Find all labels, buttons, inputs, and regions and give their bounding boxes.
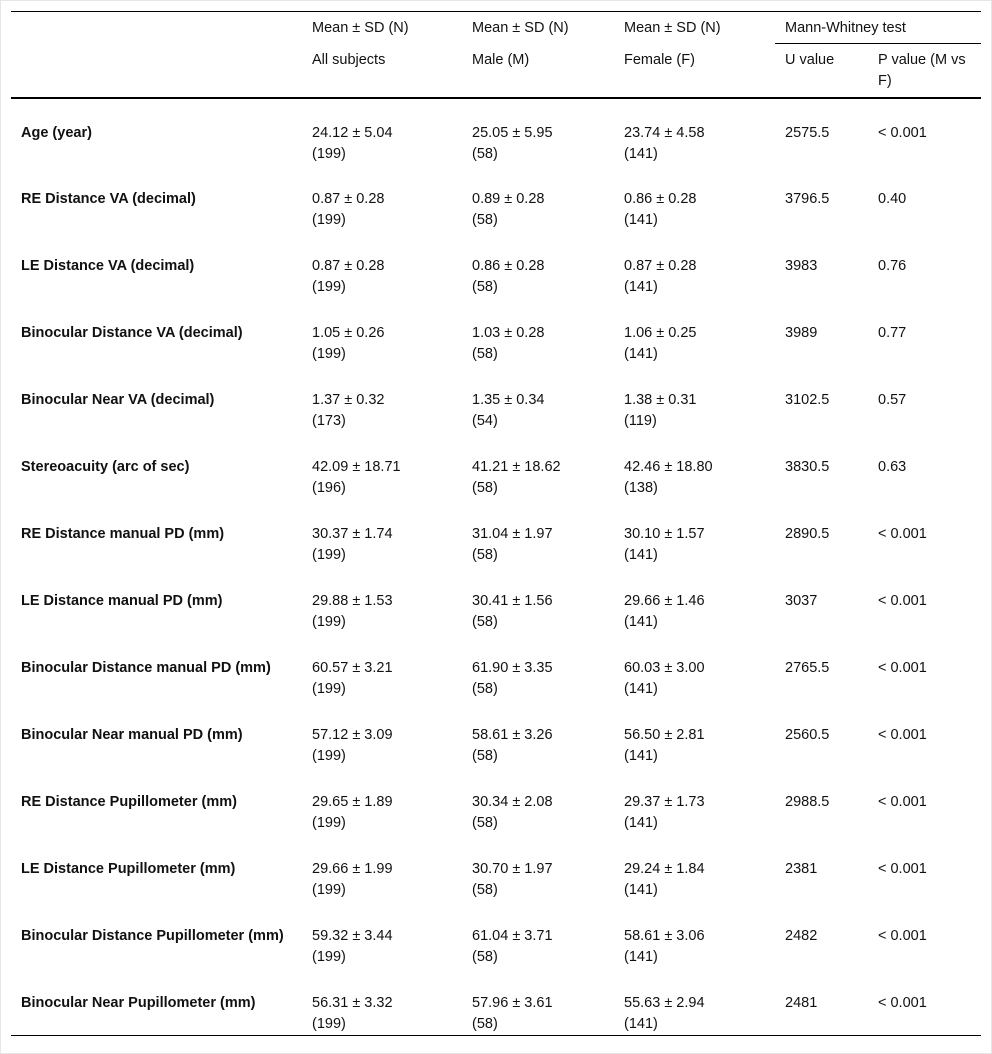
cell-all-subjects-mean-sd: 60.57 ± 3.21: [312, 659, 393, 676]
table-row: [11, 567, 981, 634]
cell-all-subjects: [302, 969, 462, 1036]
cell-female-count: (141): [624, 814, 658, 831]
header-blank-2: [11, 44, 302, 98]
cell-u-value: 3989: [785, 324, 818, 341]
header-u-value: U value: [775, 44, 868, 98]
table-row: [11, 969, 981, 1036]
cell-female-mean-sd: 29.37 ± 1.73: [624, 793, 705, 810]
cell-female: [614, 701, 775, 768]
cell-p-value: 0.40: [878, 190, 907, 207]
row-label: RE Distance manual PD (mm): [21, 525, 225, 542]
cell-female: [614, 232, 775, 299]
cell-all-subjects-mean-sd: 30.37 ± 1.74: [312, 525, 393, 542]
cell-male-mean-sd: 61.04 ± 3.71: [472, 927, 553, 944]
cell-all-subjects: [302, 165, 462, 232]
cell-p-value: < 0.001: [878, 793, 927, 810]
cell-male-count: (58): [472, 680, 498, 697]
cell-all-subjects: [302, 433, 462, 500]
cell-male-mean-sd: 25.05 ± 5.95: [472, 124, 553, 141]
row-label: LE Distance Pupillometer (mm): [21, 860, 236, 877]
cell-all-subjects: [302, 299, 462, 366]
cell-all-subjects-count: (199): [312, 881, 346, 898]
header-row-1: [11, 12, 981, 44]
cell-female: [614, 902, 775, 969]
cell-female-mean-sd: 0.87 ± 0.28: [624, 257, 697, 274]
cell-female: [614, 165, 775, 232]
table-row: [11, 165, 981, 232]
cell-female-count: (141): [624, 747, 658, 764]
cell-all-subjects-count: (196): [312, 479, 346, 496]
cell-all-subjects-count: (173): [312, 412, 346, 429]
cell-u-value: 2890.5: [785, 525, 830, 542]
cell-p-value: < 0.001: [878, 659, 927, 676]
table-row: [11, 98, 981, 165]
table-row: [11, 299, 981, 366]
cell-p-value: 0.57: [878, 391, 907, 408]
cell-male: [462, 98, 614, 165]
row-label: Binocular Distance VA (decimal): [21, 324, 243, 341]
cell-female-count: (141): [624, 881, 658, 898]
cell-male: [462, 165, 614, 232]
cell-female-count: (141): [624, 278, 658, 295]
cell-male-count: (58): [472, 948, 498, 965]
cell-female-mean-sd: 30.10 ± 1.57: [624, 525, 705, 542]
cell-male-count: (58): [472, 278, 498, 295]
cell-female-mean-sd: 56.50 ± 2.81: [624, 726, 705, 743]
cell-male-mean-sd: 41.21 ± 18.62: [472, 458, 561, 475]
cell-all-subjects-mean-sd: 0.87 ± 0.28: [312, 257, 385, 274]
cell-p-value: 0.63: [878, 458, 907, 475]
cell-all-subjects-mean-sd: 0.87 ± 0.28: [312, 190, 385, 207]
cell-female-count: (141): [624, 680, 658, 697]
cell-male: [462, 299, 614, 366]
cell-p-value: < 0.001: [878, 726, 927, 743]
cell-all-subjects-count: (199): [312, 278, 346, 295]
cell-all-subjects-count: (199): [312, 948, 346, 965]
cell-male: [462, 701, 614, 768]
cell-male-count: (58): [472, 546, 498, 563]
cell-male-mean-sd: 1.35 ± 0.34: [472, 391, 545, 408]
row-label: LE Distance manual PD (mm): [21, 592, 223, 609]
cell-male-count: (58): [472, 1015, 498, 1032]
cell-all-subjects-mean-sd: 56.31 ± 3.32: [312, 994, 393, 1011]
cell-male: [462, 232, 614, 299]
cell-all-subjects-mean-sd: 59.32 ± 3.44: [312, 927, 393, 944]
header-blank: [11, 12, 302, 44]
cell-male-mean-sd: 31.04 ± 1.97: [472, 525, 553, 542]
cell-female-mean-sd: 23.74 ± 4.58: [624, 124, 705, 141]
cell-u-value: 2482: [785, 927, 818, 944]
table-row: [11, 366, 981, 433]
cell-u-value: 3830.5: [785, 458, 830, 475]
header-p-value: P value (M vs F): [868, 44, 981, 98]
cell-male-mean-sd: 30.70 ± 1.97: [472, 860, 553, 877]
cell-male-mean-sd: 0.86 ± 0.28: [472, 257, 545, 274]
table-row: [11, 768, 981, 835]
row-label: RE Distance Pupillometer (mm): [21, 793, 237, 810]
row-label: Age (year): [21, 124, 92, 141]
header-all-subjects: All subjects: [302, 44, 462, 98]
cell-female-count: (141): [624, 145, 658, 162]
cell-female: [614, 768, 775, 835]
cell-u-value: 2560.5: [785, 726, 830, 743]
cell-female: [614, 98, 775, 165]
header-mann-whitney: Mann-Whitney test: [775, 12, 981, 44]
cell-all-subjects-mean-sd: 42.09 ± 18.71: [312, 458, 401, 475]
cell-all-subjects-mean-sd: 1.05 ± 0.26: [312, 324, 385, 341]
cell-all-subjects-count: (199): [312, 680, 346, 697]
cell-u-value: 3102.5: [785, 391, 830, 408]
cell-all-subjects: [302, 902, 462, 969]
cell-female-count: (141): [624, 613, 658, 630]
cell-male: [462, 500, 614, 567]
cell-p-value: < 0.001: [868, 969, 981, 1036]
cell-female-count: (141): [624, 1015, 658, 1032]
cell-p-value: < 0.001: [878, 592, 927, 609]
cell-male-mean-sd: 1.03 ± 0.28: [472, 324, 545, 341]
cell-male-count: (58): [472, 479, 498, 496]
cell-p-value: < 0.001: [878, 124, 927, 141]
cell-all-subjects-mean-sd: 24.12 ± 5.04: [312, 124, 393, 141]
cell-p-value: < 0.001: [878, 525, 927, 542]
cell-p-value: 0.76: [878, 257, 907, 274]
row-label: Binocular Near manual PD (mm): [21, 726, 243, 743]
cell-female-count: (119): [624, 412, 657, 429]
cell-u-value: 3037: [785, 592, 818, 609]
cell-male-count: (54): [472, 412, 498, 429]
cell-male: [462, 634, 614, 701]
cell-female-mean-sd: 0.86 ± 0.28: [624, 190, 697, 207]
cell-all-subjects-count: (199): [312, 211, 346, 228]
cell-u-value: 3983: [785, 257, 818, 274]
cell-female: [614, 969, 775, 1036]
cell-male-count: (58): [472, 747, 498, 764]
cell-all-subjects-count: (199): [312, 546, 346, 563]
cell-female-count: (138): [624, 479, 658, 496]
cell-p-value: < 0.001: [878, 860, 927, 877]
table-body: [11, 98, 981, 1036]
cell-female: [614, 835, 775, 902]
table-row: [11, 500, 981, 567]
cell-male: [462, 835, 614, 902]
row-label: Binocular Near Pupillometer (mm): [11, 969, 302, 1036]
cell-all-subjects: [302, 768, 462, 835]
cell-female-count: (141): [624, 345, 658, 362]
row-label: Binocular Distance Pupillometer (mm): [21, 927, 284, 944]
row-label: Stereoacuity (arc of sec): [21, 458, 190, 475]
cell-male-count: (58): [472, 145, 498, 162]
cell-all-subjects: [302, 835, 462, 902]
cell-all-subjects-mean-sd: 1.37 ± 0.32: [312, 391, 385, 408]
cell-all-subjects: [302, 232, 462, 299]
table-row: [11, 232, 981, 299]
cell-all-subjects: [302, 701, 462, 768]
cell-u-value: 2481: [775, 969, 868, 1036]
cell-male: [462, 768, 614, 835]
table-row: [11, 902, 981, 969]
cell-u-value: 2381: [785, 860, 818, 877]
row-label: Binocular Near VA (decimal): [21, 391, 215, 408]
cell-female-mean-sd: 42.46 ± 18.80: [624, 458, 713, 475]
cell-male-count: (58): [472, 211, 498, 228]
table-header: [11, 12, 981, 98]
cell-male: [462, 969, 614, 1036]
cell-female: [614, 433, 775, 500]
cell-u-value: 2575.5: [785, 124, 830, 141]
cell-all-subjects-count: (199): [312, 345, 346, 362]
cell-p-value: 0.77: [878, 324, 907, 341]
cell-female: [614, 500, 775, 567]
cell-male: [462, 366, 614, 433]
cell-u-value: 2988.5: [785, 793, 830, 810]
cell-all-subjects-count: (199): [312, 814, 346, 831]
cell-male-mean-sd: 0.89 ± 0.28: [472, 190, 545, 207]
header-row-2: [11, 44, 981, 98]
cell-all-subjects-count: (199): [312, 613, 346, 630]
cell-female-mean-sd: 55.63 ± 2.94: [624, 994, 705, 1011]
table-row: [11, 701, 981, 768]
cell-all-subjects: [302, 366, 462, 433]
cell-female-mean-sd: 29.24 ± 1.84: [624, 860, 705, 877]
cell-female-mean-sd: 58.61 ± 3.06: [624, 927, 705, 944]
row-label: LE Distance VA (decimal): [21, 257, 195, 274]
table-row: [11, 433, 981, 500]
cell-male-count: (58): [472, 881, 498, 898]
cell-male-mean-sd: 57.96 ± 3.61: [472, 994, 553, 1011]
cell-male: [462, 433, 614, 500]
cell-female-count: (141): [624, 211, 658, 228]
row-label: Binocular Distance manual PD (mm): [21, 659, 271, 676]
cell-female-mean-sd: 60.03 ± 3.00: [624, 659, 705, 676]
cell-female: [614, 567, 775, 634]
cell-all-subjects: [302, 500, 462, 567]
cell-all-subjects-count: (199): [312, 1015, 346, 1032]
cell-female-count: (141): [624, 948, 658, 965]
cell-all-subjects-count: (199): [312, 145, 346, 162]
cell-female-mean-sd: 1.38 ± 0.31: [624, 391, 697, 408]
cell-female: [614, 634, 775, 701]
cell-u-value: 3796.5: [785, 190, 830, 207]
cell-female: [614, 366, 775, 433]
header-male: Male (M): [462, 44, 614, 98]
header-female-stat: Mean ± SD (N): [624, 20, 721, 36]
cell-male-mean-sd: 61.90 ± 3.35: [472, 659, 553, 676]
cell-p-value: < 0.001: [878, 927, 927, 944]
cell-male: [462, 902, 614, 969]
cell-female-mean-sd: 1.06 ± 0.25: [624, 324, 697, 341]
cell-u-value: 2765.5: [785, 659, 830, 676]
table-row: [11, 835, 981, 902]
table-row: [11, 634, 981, 701]
cell-all-subjects: [302, 98, 462, 165]
row-label: RE Distance VA (decimal): [21, 190, 196, 207]
cell-male-count: (58): [472, 613, 498, 630]
header-male-stat: Mean ± SD (N): [472, 20, 569, 36]
cell-female: [614, 299, 775, 366]
cell-all-subjects: [302, 567, 462, 634]
cell-all-subjects-mean-sd: 57.12 ± 3.09: [312, 726, 393, 743]
cell-male-mean-sd: 58.61 ± 3.26: [472, 726, 553, 743]
header-female: Female (F): [614, 44, 775, 98]
cell-all-subjects-mean-sd: 29.88 ± 1.53: [312, 592, 393, 609]
cell-male-mean-sd: 30.41 ± 1.56: [472, 592, 553, 609]
cell-male-count: (58): [472, 814, 498, 831]
cell-female-count: (141): [624, 546, 658, 563]
cell-all-subjects: [302, 634, 462, 701]
data-table: [11, 11, 981, 1036]
cell-male-mean-sd: 30.34 ± 2.08: [472, 793, 553, 810]
cell-all-subjects-mean-sd: 29.65 ± 1.89: [312, 793, 393, 810]
cell-all-subjects-mean-sd: 29.66 ± 1.99: [312, 860, 393, 877]
header-all-stat: Mean ± SD (N): [312, 20, 409, 36]
cell-female-mean-sd: 29.66 ± 1.46: [624, 592, 705, 609]
cell-male: [462, 567, 614, 634]
cell-male-count: (58): [472, 345, 498, 362]
cell-all-subjects-count: (199): [312, 747, 346, 764]
